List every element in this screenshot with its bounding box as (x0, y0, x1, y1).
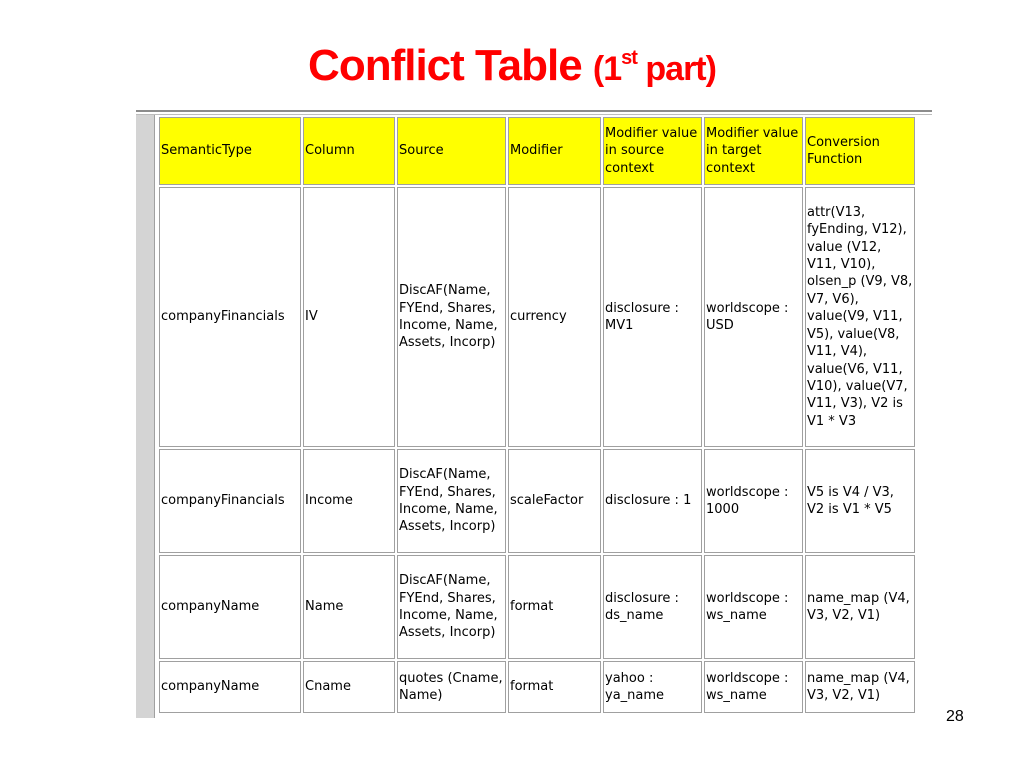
header-modifier: Modifier (508, 117, 601, 185)
cell-semantic-type: companyName (159, 555, 301, 659)
cell-target-value: worldscope : ws_name (704, 661, 803, 713)
page-number: 28 (946, 708, 964, 725)
cell-conversion-function: name_map (V4, V3, V2, V1) (805, 555, 915, 659)
cell-target-value: worldscope : USD (704, 187, 803, 447)
slide-title-part (592, 47, 716, 88)
cell-column: Name (303, 555, 395, 659)
cell-source-value: yahoo : ya_name (603, 661, 702, 713)
header-source-value: Modifier value in source context (603, 117, 702, 185)
slide-title-open: (1 (592, 50, 622, 88)
cell-modifier: currency (508, 187, 601, 447)
cell-target-value: worldscope : ws_name (704, 555, 803, 659)
cell-conversion-function: attr(V13, fyEnding, V12), value (V12, V11, V10), olsen_p (V9, V8, V7, V6), value(V9, V11, V5), value(V8, V11, V4), value(V6, V11, V10), value(V7, V11, V3), V2 is V1 * V3 (805, 187, 915, 447)
cell-source: quotes (Cname, Name) (397, 661, 506, 713)
table-header-row (159, 117, 915, 185)
conflict-table (157, 115, 917, 715)
slide-title-close: part) (636, 50, 716, 88)
cell-semantic-type: companyFinancials (159, 187, 301, 447)
table-row (159, 555, 915, 659)
cell-semantic-type: companyFinancials (159, 449, 301, 553)
cell-source: DiscAF(Name, FYEnd, Shares, Income, Name, Assets, Incorp) (397, 555, 506, 659)
cell-column: IV (303, 187, 395, 447)
header-source: Source (397, 117, 506, 185)
header-semantic-type: SemanticType (159, 117, 301, 185)
conflict-table-frame (136, 110, 932, 718)
cell-source-value: disclosure : 1 (603, 449, 702, 553)
cell-modifier: format (508, 555, 601, 659)
row-header-gutter (136, 115, 155, 718)
table-row (159, 187, 915, 447)
slide-title-superscript: st (621, 47, 637, 69)
cell-modifier: scaleFactor (508, 449, 601, 553)
cell-conversion-function: V5 is V4 / V3, V2 is V1 * V5 (805, 449, 915, 553)
header-column: Column (303, 117, 395, 185)
table-row (159, 449, 915, 553)
cell-source-value: disclosure : ds_name (603, 555, 702, 659)
frame-top-rule (136, 110, 932, 112)
slide-title-main: Conflict Table (308, 41, 582, 90)
cell-column: Cname (303, 661, 395, 713)
cell-target-value: worldscope : 1000 (704, 449, 803, 553)
cell-semantic-type: companyName (159, 661, 301, 713)
cell-source: DiscAF(Name, FYEnd, Shares, Income, Name, Assets, Incorp) (397, 187, 506, 447)
slide-title (0, 36, 1024, 99)
header-conversion-function: Conversion Function (805, 117, 915, 185)
cell-source: DiscAF(Name, FYEnd, Shares, Income, Name, Assets, Incorp) (397, 449, 506, 553)
header-target-value: Modifier value in target context (704, 117, 803, 185)
table-row (159, 661, 915, 713)
cell-source-value: disclosure : MV1 (603, 187, 702, 447)
cell-conversion-function: name_map (V4, V3, V2, V1) (805, 661, 915, 713)
cell-column: Income (303, 449, 395, 553)
cell-modifier: format (508, 661, 601, 713)
